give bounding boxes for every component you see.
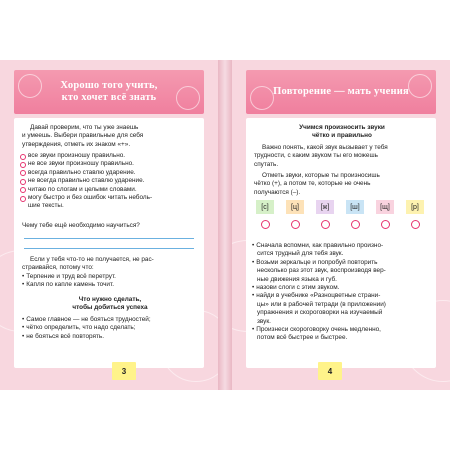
checkbox-circle-icon[interactable] bbox=[20, 179, 26, 185]
sound-mark-circle[interactable] bbox=[321, 220, 330, 229]
left-banner-title: Хорошо того учить, кто хочет всё знать bbox=[60, 80, 158, 103]
success-steps bbox=[22, 316, 200, 341]
self-check-option[interactable]: читаю по слогам и целыми словами. bbox=[20, 186, 200, 194]
instruction-item: • Сначала вспомни, как правильно произно- bbox=[252, 242, 384, 249]
textbook-spread bbox=[0, 60, 450, 390]
practice-instructions: • Сначала вспомни, как правильно произно- сится трудный для тебя звук. • Возьми зеркальце и попробуй повторить несколько раз этот звук, воспроизводя вер- ные движения языка и губ. • назови слоги с этим звуком. • найди в учебнике «Разноцветные страни- цы» или в рабочей тетради (в приложении) упражнения и скороговорки на изучаемый звук. • Произнеси скороговорку очень медленно, потом всё быстрее и быстрее. bbox=[252, 242, 432, 343]
page-number-right: 4 bbox=[318, 362, 342, 380]
sound-card: [щ] bbox=[376, 200, 394, 214]
right-intro: Важно понять, какой звук вызывает у тебя трудности, с каким звуком ты его можешь спутать. bbox=[254, 144, 388, 168]
flower-ornament-icon bbox=[250, 86, 274, 110]
sound-mark-circle[interactable] bbox=[261, 220, 270, 229]
answer-line[interactable] bbox=[24, 248, 194, 249]
page-right bbox=[232, 60, 450, 390]
instruction-item: • Возьми зеркальце и попробуй повторить bbox=[252, 258, 378, 266]
checkbox-circle-icon[interactable] bbox=[20, 187, 26, 193]
flower-ornament-icon bbox=[18, 74, 42, 98]
saying-item: • Терпение и труд всё перетрут. bbox=[22, 272, 116, 280]
success-heading: Что нужно сделать, чтобы добиться успеха bbox=[72, 296, 148, 312]
self-check-option[interactable]: всегда правильно ставлю ударение. bbox=[20, 169, 200, 177]
sound-card: [ц] bbox=[286, 200, 304, 214]
right-content bbox=[246, 118, 436, 368]
checkbox-circle-icon[interactable] bbox=[20, 196, 26, 202]
instruction-item: • назови слоги с этим звуком. bbox=[252, 284, 340, 292]
self-check-option[interactable]: не всегда правильно ставлю ударение. bbox=[20, 177, 200, 185]
left-content bbox=[14, 118, 204, 368]
step-item: • Самое главное — не бояться трудностей; bbox=[22, 316, 151, 323]
sound-mark-circle[interactable] bbox=[411, 220, 420, 229]
right-heading: Учимся произносить звуки чётко и правильно bbox=[299, 124, 385, 140]
book-gutter bbox=[218, 60, 232, 390]
page-left bbox=[0, 60, 218, 390]
self-check-option[interactable]: могу быстро и без ошибок читать неболь- bbox=[20, 194, 200, 202]
instruction-item: • Произнеси скороговорку очень медленно, bbox=[252, 326, 381, 334]
sound-card: [ш] bbox=[346, 200, 364, 214]
answer-line[interactable] bbox=[24, 238, 194, 239]
sound-mark-circle[interactable] bbox=[291, 220, 300, 229]
right-banner-title: Повторение — мать учения bbox=[273, 86, 409, 97]
saying-item: • Капля по капле камень точит. bbox=[22, 281, 114, 289]
step-item: • не бояться всё повторять. bbox=[22, 332, 104, 340]
question-text: Чему тебе ещё необходимо научиться? bbox=[22, 222, 140, 229]
sound-card: [с] bbox=[256, 200, 274, 214]
self-check-option[interactable]: не все звуки произношу правильно. bbox=[20, 160, 200, 168]
left-intro: Давай проверим, что ты уже знаешь и умеешь. Выбери правильные для себя утверждения, отметь их знаком «+». bbox=[22, 124, 144, 148]
flower-ornament-icon bbox=[408, 74, 432, 98]
checkbox-circle-icon[interactable] bbox=[20, 154, 26, 160]
sound-mark-circle[interactable] bbox=[351, 220, 360, 229]
flower-ornament-icon bbox=[176, 86, 200, 110]
right-banner bbox=[246, 70, 436, 114]
checkbox-circle-icon[interactable] bbox=[20, 162, 26, 168]
checkbox-circle-icon[interactable] bbox=[20, 170, 26, 176]
sound-card: [р] bbox=[406, 200, 424, 214]
self-check-option-continued: шие тексты. bbox=[28, 202, 64, 210]
step-item: • чётко определить, что надо сделать; bbox=[22, 324, 136, 332]
sound-card: [ж] bbox=[316, 200, 334, 214]
self-check-option[interactable]: все звуки произношу правильно. bbox=[20, 152, 200, 160]
self-check-list bbox=[20, 152, 200, 211]
left-banner bbox=[14, 70, 204, 114]
instruction-item: • найди в учебнике «Разноцветные страни- bbox=[252, 292, 381, 300]
page-number-left: 3 bbox=[112, 362, 136, 380]
sound-mark-circle[interactable] bbox=[381, 220, 390, 229]
mark-instructions: Отметь звуки, которые ты произносишь чётко (+), а потом те, которые не очень получаются (–). bbox=[254, 172, 380, 196]
encouragement-text: Если у тебя что-то не получается, не рас- страивайся, потому что: • Терпение и труд всё перетрут. • Капля по капле камень точит. bbox=[22, 256, 200, 290]
